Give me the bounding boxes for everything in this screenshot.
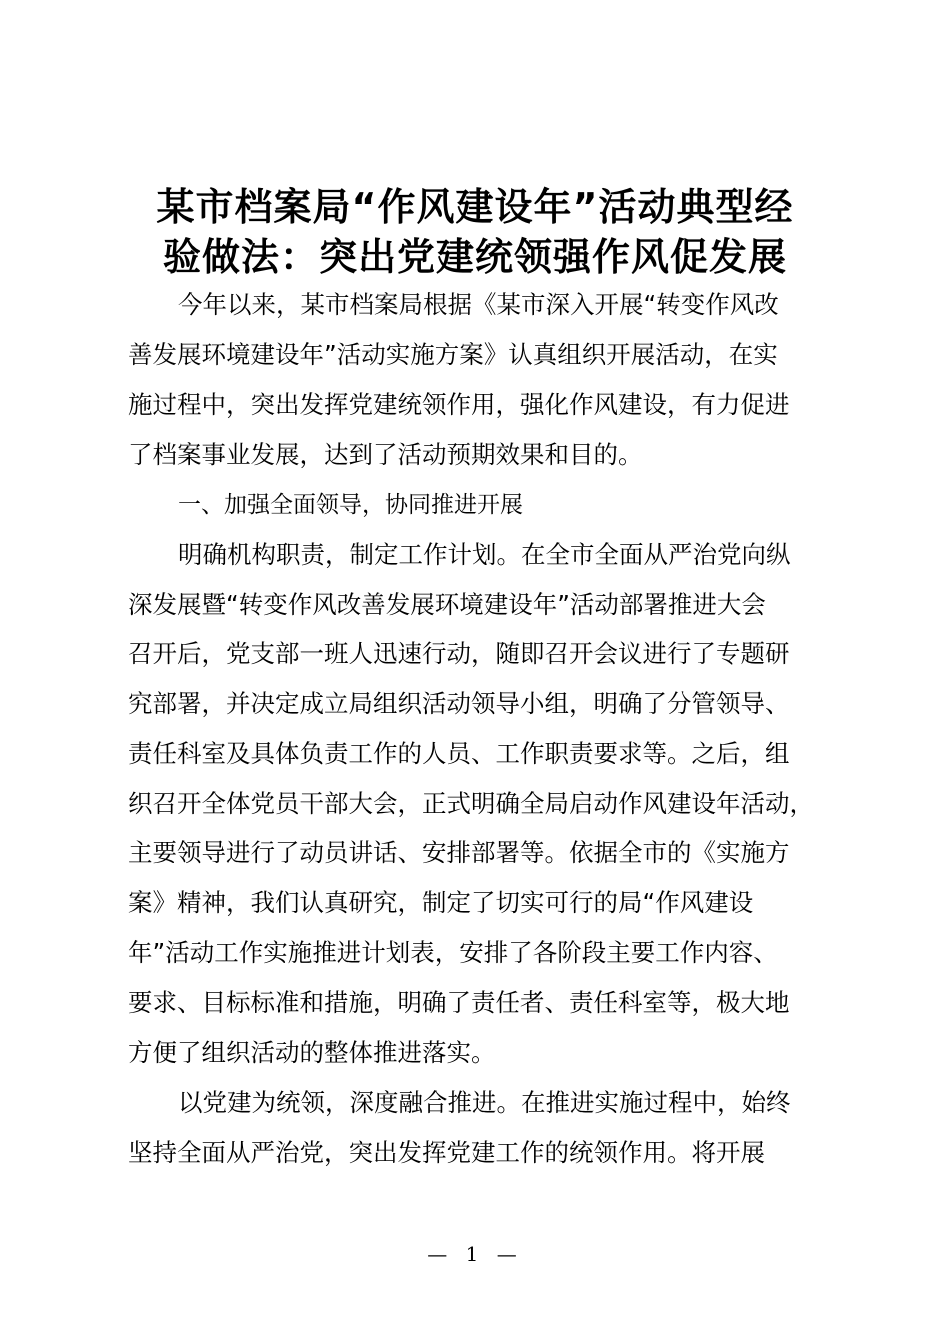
paragraph-line: 以党建为统领，深度融合推进。在推进实施过程中，始终	[178, 1088, 791, 1117]
paragraph-line: 了档案事业发展，达到了活动预期效果和目的。	[128, 440, 643, 469]
paragraph-line: 召开后，党支部一班人迅速行动，随即召开会议进行了专题研	[128, 639, 790, 668]
paragraph-line: 责任科室及具体负责工作的人员、工作职责要求等。之后，组	[128, 739, 790, 768]
paragraph-line: 主要领导进行了动员讲话、安排部署等。依据全市的《实施方	[128, 838, 790, 867]
section-heading: 一、加强全面领导，协同推进开展	[178, 492, 523, 518]
paragraph-line: 施过程中，突出发挥党建统领作用，强化作风建设，有力促进	[128, 390, 790, 419]
paragraph-line: 方便了组织活动的整体推进落实。	[128, 1038, 496, 1067]
paragraph-line: 今年以来，某市档案局根据《某市深入开展“转变作风改	[178, 290, 779, 319]
page-number: — 1 —	[427, 1242, 523, 1266]
paragraph-line: 年”活动工作实施推进计划表，安排了各阶段主要工作内容、	[128, 938, 778, 967]
paragraph-line: 明确机构职责，制定工作计划。在全市全面从严治党向纵	[178, 540, 791, 569]
title-line: 某市档案局“作风建设年”活动典型经	[156, 185, 794, 229]
paragraph-line: 要求、目标标准和措施，明确了责任者、责任科室等，极大地	[128, 988, 790, 1017]
title-line: 验做法：突出党建统领强作风促发展	[162, 235, 787, 279]
paragraph-line: 坚持全面从严治党，突出发挥党建工作的统领作用。将开展	[128, 1138, 765, 1167]
paragraph-line: 案》精神，我们认真研究，制定了切实可行的局“作风建设	[128, 888, 754, 917]
paragraph-line: 织召开全体党员干部大会，正式明确全局启动作风建设年活动，	[128, 789, 814, 818]
paragraph-line: 善发展环境建设年”活动实施方案》认真组织开展活动，在实	[128, 340, 778, 369]
document-title	[100, 182, 850, 282]
paragraph-line: 深发展暨“转变作风改善发展环境建设年”活动部署推进大会	[128, 590, 766, 619]
paragraph-line: 究部署，并决定成立局组织活动领导小组，明确了分管领导、	[128, 689, 790, 718]
